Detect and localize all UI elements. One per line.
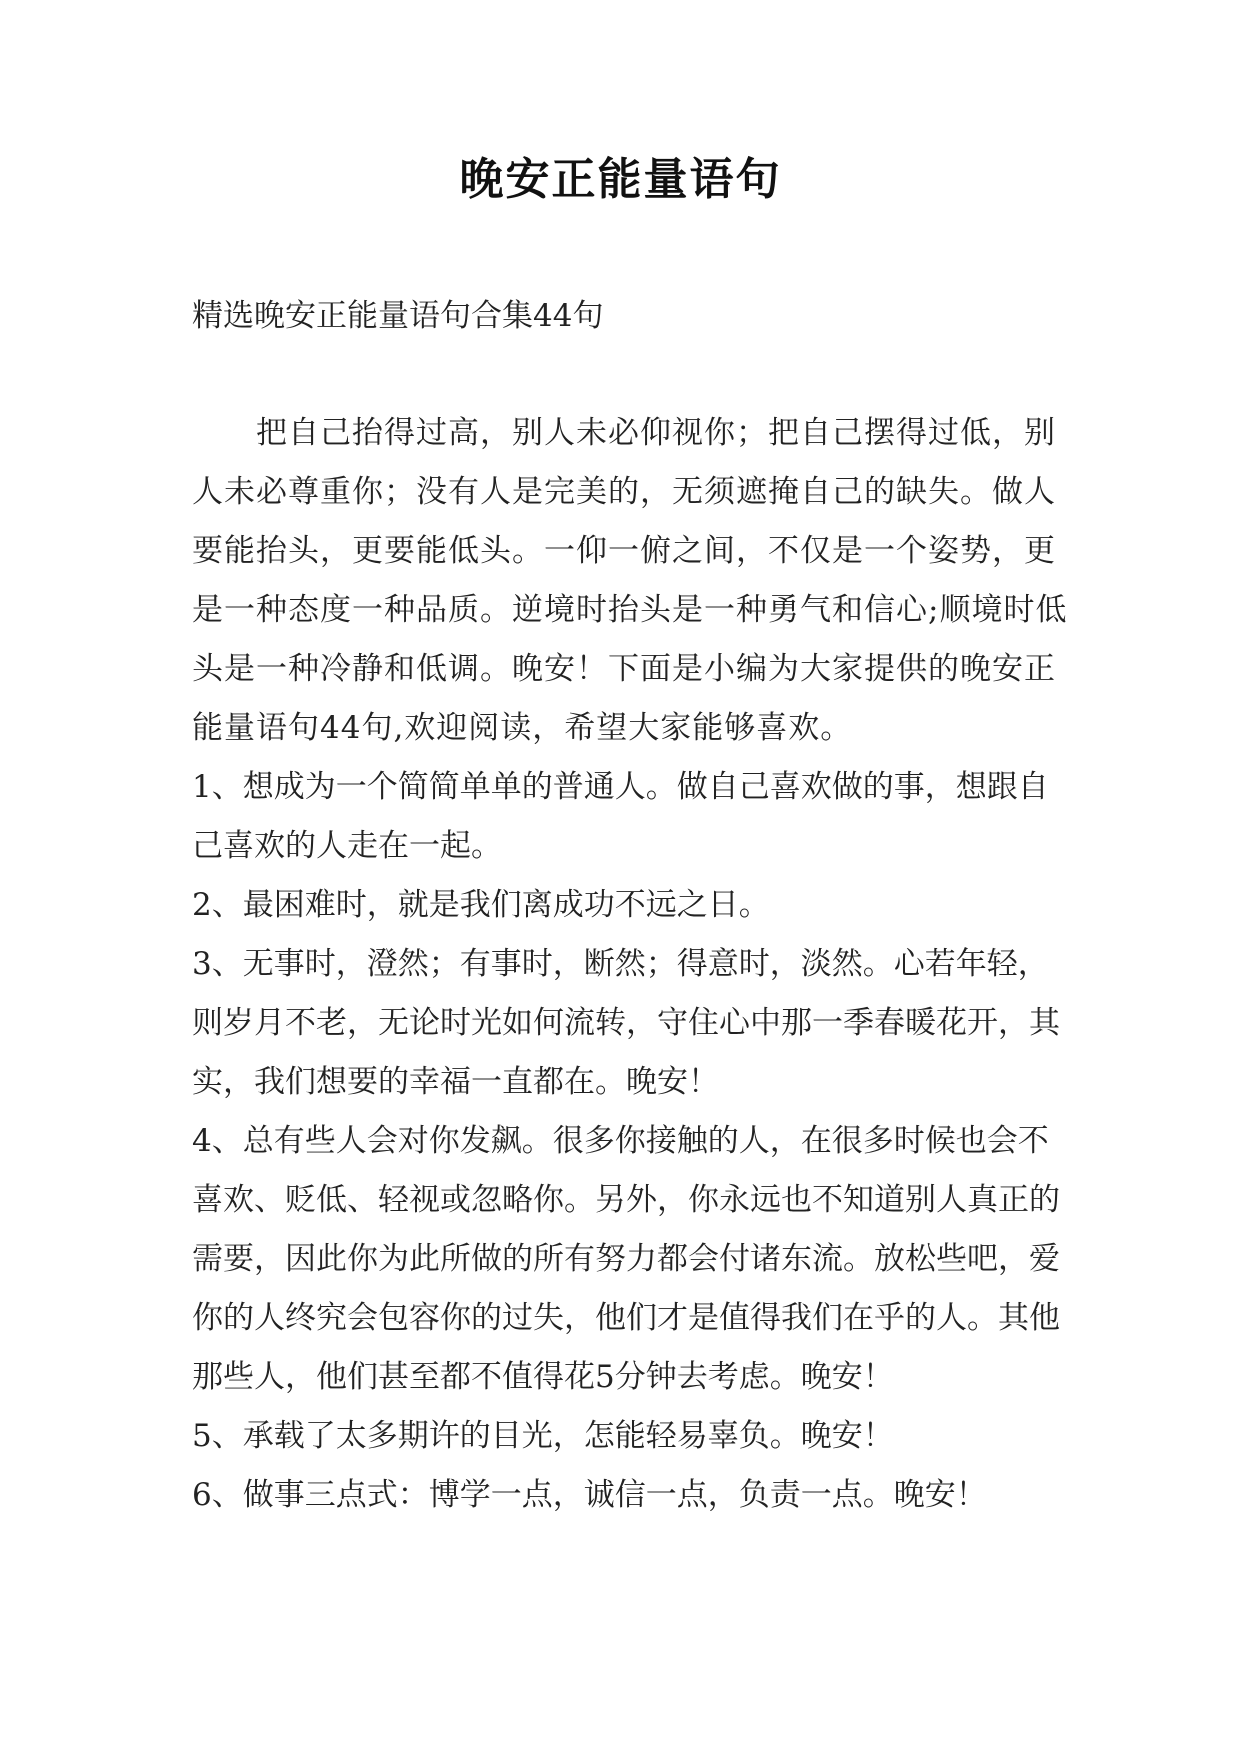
list-item: 5、承载了太多期许的目光，怎能轻易辜负。晚安！	[192, 1418, 894, 1454]
list-item: 3、无事时，澄然；有事时，断然；得意时，淡然。心若年轻，则岁月不老，无论时光如何流转，守住心中那一季春暖花开，其实，我们想要的幸福一直都在。晚安！	[192, 946, 1060, 1100]
document-title: 晚安正能量语句	[459, 154, 782, 205]
list-item: 1、想成为一个简简单单的普通人。做自己喜欢做的事，想跟自己喜欢的人走在一起。	[192, 769, 1049, 864]
intro-paragraph: 把自己抬得过高，别人未必仰视你；把自己摆得过低，别人未必尊重你；没有人是完美的，无须遮掩自己的缺失。做人要能抬头，更要能低头。一仰一俯之间，不仅是一个姿势，更是一种态度一种品质。逆境时抬头是一种勇气和信心;顺境时低头是一种冷静和低调。晚安！下面是小编为大家提供的晚安正能量语句44句,欢迎阅读，希望大家能够喜欢。	[192, 415, 1068, 746]
list-item: 4、总有些人会对你发飙。很多你接触的人，在很多时候也会不喜欢、贬低、轻视或忽略你。另外，你永远也不知道别人真正的需要，因此你为此所做的所有努力都会付诸东流。放松些吧，爱你的人终究会包容你的过失，他们才是值得我们在乎的人。其他那些人，他们甚至都不值得花5分钟去考虑。晚安！	[192, 1123, 1060, 1395]
document-subtitle: 精选晚安正能量语句合集44句	[192, 298, 604, 334]
list-item: 2、最困难时，就是我们离成功不远之日。	[192, 887, 770, 923]
list-item: 6、做事三点式：博学一点，诚信一点，负责一点。晚安！	[192, 1477, 987, 1513]
document-body	[192, 404, 1072, 1525]
